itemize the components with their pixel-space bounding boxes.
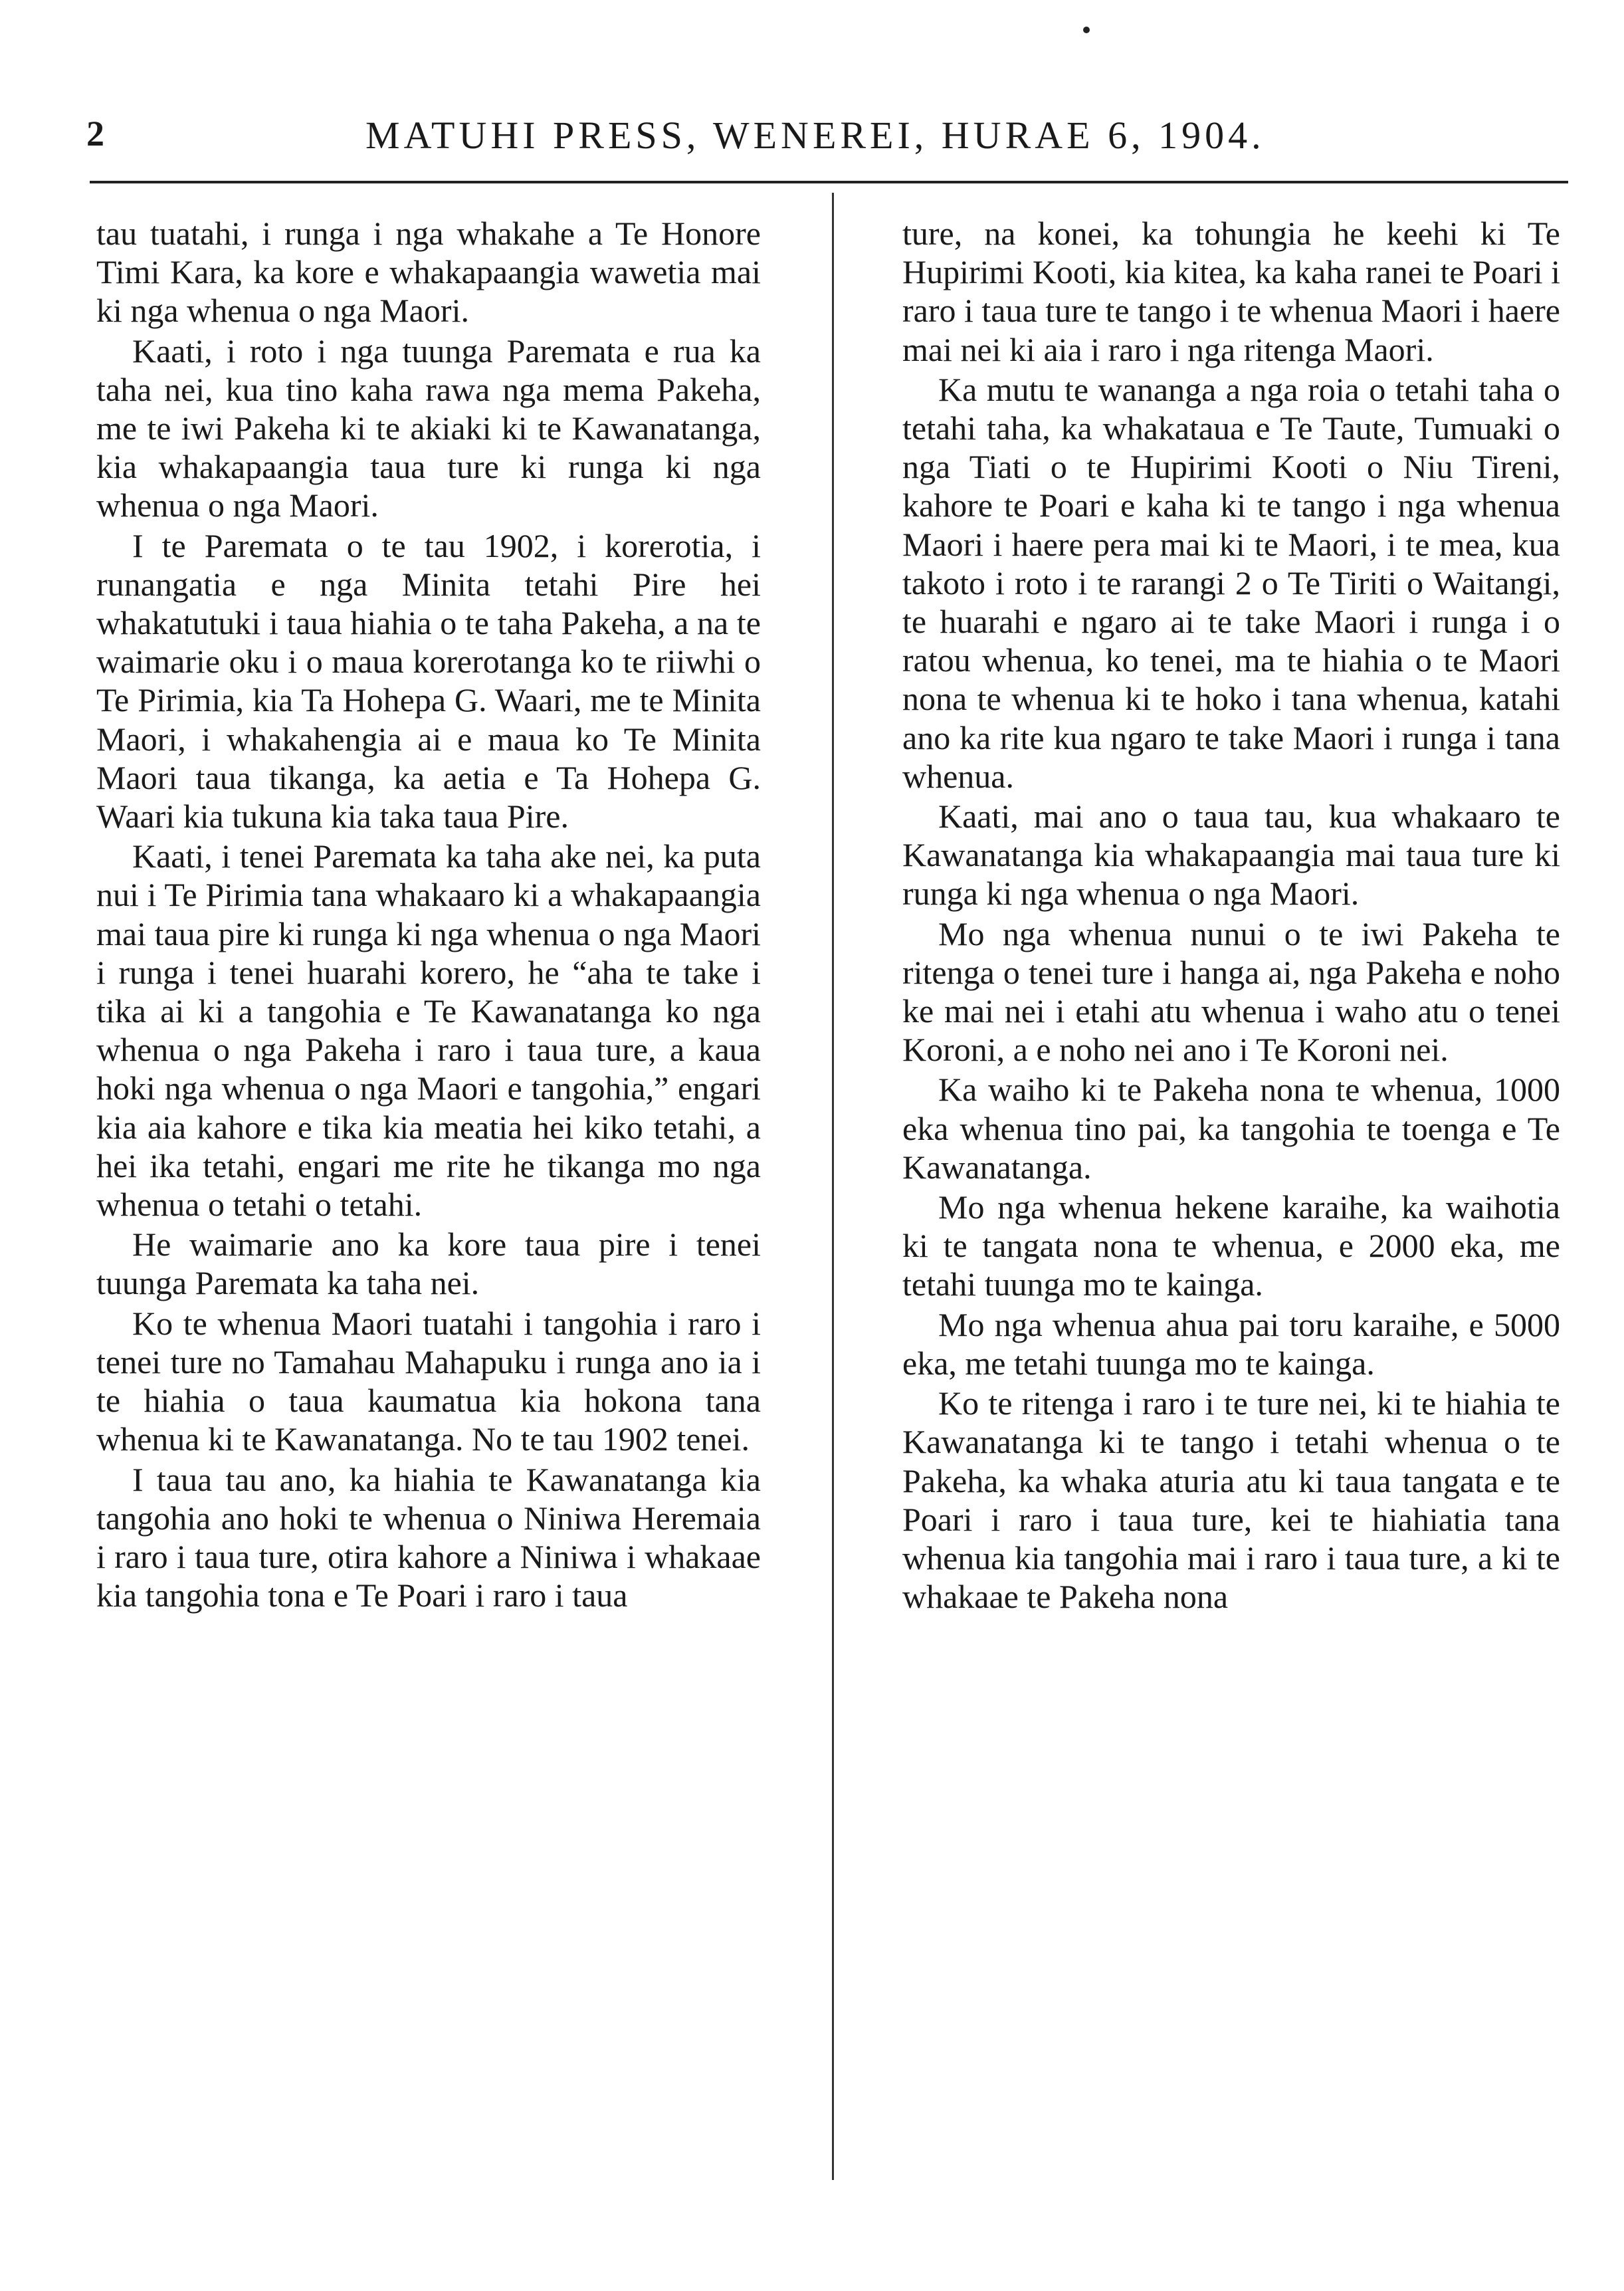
column-divider xyxy=(832,193,834,2180)
paragraph: Kaati, mai ano o taua tau, kua whakaaro te Kawanatanga kia whakapaangia mai taua ture ki runga ki nga whenua o nga Maori. xyxy=(902,798,1560,913)
page-header xyxy=(86,113,1568,166)
paragraph: He waimarie ano ka kore taua pire i tenei tuunga Paremata ka taha nei. xyxy=(96,1226,761,1302)
paragraph: Ka waiho ki te Pakeha nona te whenua, 1000 eka whenua tino pai, ka tangohia te toenga e Te Kawanatanga. xyxy=(902,1071,1560,1186)
right-column xyxy=(902,214,1560,1617)
paragraph: I te Paremata o te tau 1902, i korerotia, i runangatia e nga Minita tetahi Pire hei whakatutuki i taua hiahia o te taha Pakeha, a na te waimarie oku i o maua korerotanga ko te riiwhi o Te Pirimia, kia Ta Hohepa G. Waari, me te Minita Maori, i whakahengia ai e maua ko Te Minita Maori taua tikanga, ka aetia e Ta Hohepa G. Waari kia tukuna kia taka taua Pire. xyxy=(96,526,761,835)
paragraph: Mo nga whenua hekene karaihe, ka waihotia ki te tangata nona te whenua, e 2000 eka, me tetahi tuunga mo te kainga. xyxy=(902,1188,1560,1303)
paragraph: Kaati, i roto i nga tuunga Paremata e rua ka taha nei, kua tino kaha rawa nga mema Pakeha, me te iwi Pakeha ki te akiaki ki te Kawanatanga, kia whakapaangia taua ture ki runga ki nga whenua o nga Maori. xyxy=(96,332,761,524)
print-speck xyxy=(1083,27,1090,33)
paragraph: Ko te ritenga i raro i te ture nei, ki te hiahia te Kawanatanga ki te tango i tetahi whenua o te Pakeha, ka whaka aturia atu ki taua tangata e te Poari i raro i taua ture, kei te hiahiatia tana whenua kia tangohia mai i raro i taua ture, a ki te whakaae te Pakeha nona xyxy=(902,1384,1560,1616)
paragraph: tau tuatahi, i runga i nga whakahe a Te Honore Timi Kara, ka kore e whakapaangia wawetia mai ki nga whenua o nga Maori. xyxy=(96,215,761,330)
page-number: 2 xyxy=(86,114,105,154)
paragraph: Mo nga whenua ahua pai toru karaihe, e 5000 eka, me tetahi tuunga mo te kainga. xyxy=(902,1305,1560,1382)
paragraph: Ka mutu te wananga a nga roia o tetahi taha o tetahi taha, ka whakataua e Te Taute, Tumuaki o nga Tiati o te Hupirimi Kooti o Niu Tireni, kahore te Poari e kaha ki te tango i nga whenua Maori i haere pera mai ki te Maori, i te mea, kua takoto i roto i te rarangi 2 o Te Tiriti o Waitangi, te huarahi e ngaro ai te take Maori i runga i o ratou whenua, ko tenei, ma te hiahia o te Maori nona te whenua ki te hoko i tana whenua, katahi ano ka rite kua ngaro te take Maori i runga i tana whenua. xyxy=(902,370,1560,795)
left-column xyxy=(96,214,761,1616)
paragraph: I taua tau ano, ka hiahia te Kawanatanga kia tangohia ano hoki te whenua o Niniwa Heremaia i raro i taua ture, otira kahore a Niniwa i whakaae kia tangohia tona e Te Poari i raro i taua xyxy=(96,1460,761,1614)
paragraph: ture, na konei, ka tohungia he keehi ki Te Hupirimi Kooti, kia kitea, ka kaha ranei te Poari i raro i taua ture te tango i te whenua Maori i haere mai nei ki aia i raro i nga ritenga Maori. xyxy=(902,215,1560,368)
paragraph: Mo nga whenua nunui o te iwi Pakeha te ritenga o tenei ture i hanga ai, nga Pakeha e noho ke mai nei i etahi atu whenua i waho atu o tenei Koroni, a e noho nei ano i Te Koroni nei. xyxy=(902,915,1560,1069)
paragraph: Ko te whenua Maori tuatahi i tangohia i raro i tenei ture no Tamahau Mahapuku i runga ano ia i te hiahia o taua kaumatua kia hokona tana whenua ki te Kawanatanga. No te tau 1902 tenei. xyxy=(96,1304,761,1458)
header-rule xyxy=(90,181,1568,183)
paragraph: Kaati, i tenei Paremata ka taha ake nei, ka puta nui i Te Pirimia tana whakaaro ki a whakapaangia mai taua pire ki runga ki nga whenua o nga Maori i runga i tenei huarahi korero, he “aha te take i tika ai ki a tangohia e Te Kawanatanga ko nga whenua o nga Pakeha i raro i taua ture, a kaua hoki nga whenua o nga Maori e tangohia,” engari kia aia kahore e tika kia meatia hei kiko tetahi, a hei ika tetahi, engari me rite he tikanga mo nga whenua o tetahi o tetahi. xyxy=(96,837,761,1224)
masthead: MATUHI PRESS, WENEREI, HURAE 6, 1904. xyxy=(365,114,1265,157)
